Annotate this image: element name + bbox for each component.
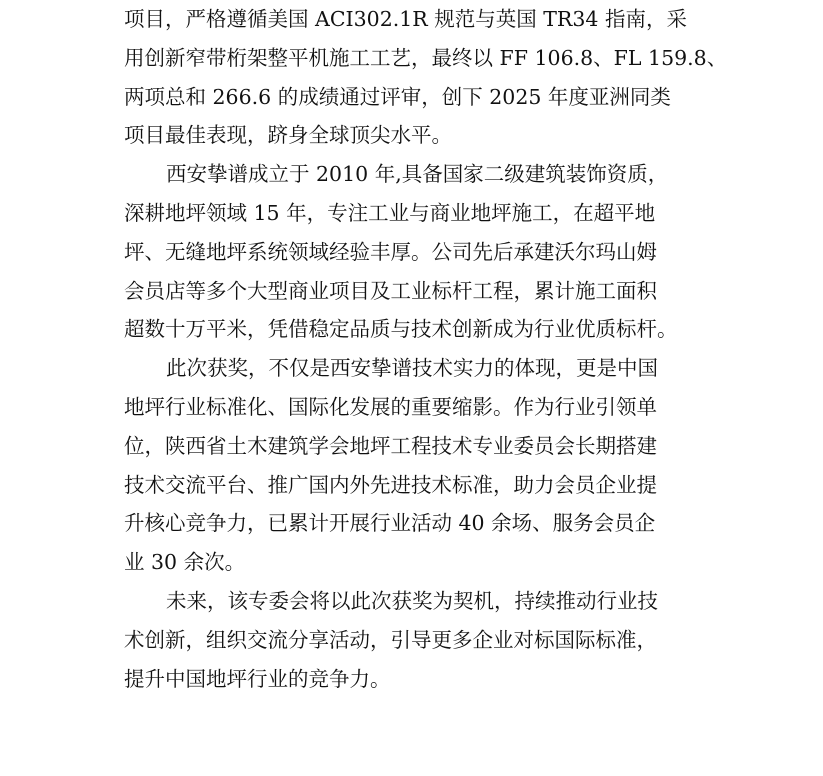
text-line: 术创新，组织交流分享活动，引导更多企业对标国际标准， <box>124 627 657 652</box>
text-line: 未来，该专委会将以此次获奖为契机，持续推动行业技 <box>166 588 658 613</box>
text-line: 业 30 余次。 <box>124 550 246 575</box>
text-line: 西安挚谱成立于 2010 年,具备国家二级建筑装饰资质， <box>166 162 669 187</box>
text-line: 会员店等多个大型商业项目及工业标杆工程，累计施工面积 <box>124 278 657 303</box>
text-line: 深耕地坪领域 15 年，专注工业与商业地坪施工，在超平地 <box>124 200 656 225</box>
document-body <box>124 0 728 698</box>
text-line: 超数十万平米，凭借稳定品质与技术创新成为行业优质标杆。 <box>124 317 678 342</box>
paragraph-3 <box>124 349 724 582</box>
text-line: 用创新窄带桁架整平机施工工艺，最终以 FF 106.8、FL 159.8、 <box>124 45 728 70</box>
text-line: 坪、无缝地坪系统领域经验丰厚。公司先后承建沃尔玛山姆 <box>124 239 657 264</box>
paragraph-2 <box>124 155 724 349</box>
text-line: 提升中国地坪行业的竞争力。 <box>124 666 391 691</box>
text-line: 升核心竞争力，已累计开展行业活动 40 余场、服务会员企 <box>124 511 656 536</box>
text-line: 项目最佳表现，跻身全球顶尖水平。 <box>124 123 452 148</box>
text-line: 位，陕西省土木建筑学会地坪工程技术专业委员会长期搭建 <box>124 433 657 458</box>
text-line: 两项总和 266.6 的成绩通过评审，创下 2025 年度亚洲同类 <box>124 84 671 109</box>
paragraph-1 <box>124 0 728 155</box>
paragraph-4 <box>124 582 724 698</box>
text-line: 此次获奖，不仅是西安挚谱技术实力的体现，更是中国 <box>166 356 658 381</box>
text-line: 技术交流平台、推广国内外先进技术标准，助力会员企业提 <box>124 472 657 497</box>
text-line: 地坪行业标准化、国际化发展的重要缩影。作为行业引领单 <box>124 394 657 419</box>
text-line: 项目，严格遵循美国 ACI302.1R 规范与英国 TR34 指南，采 <box>124 7 687 31</box>
